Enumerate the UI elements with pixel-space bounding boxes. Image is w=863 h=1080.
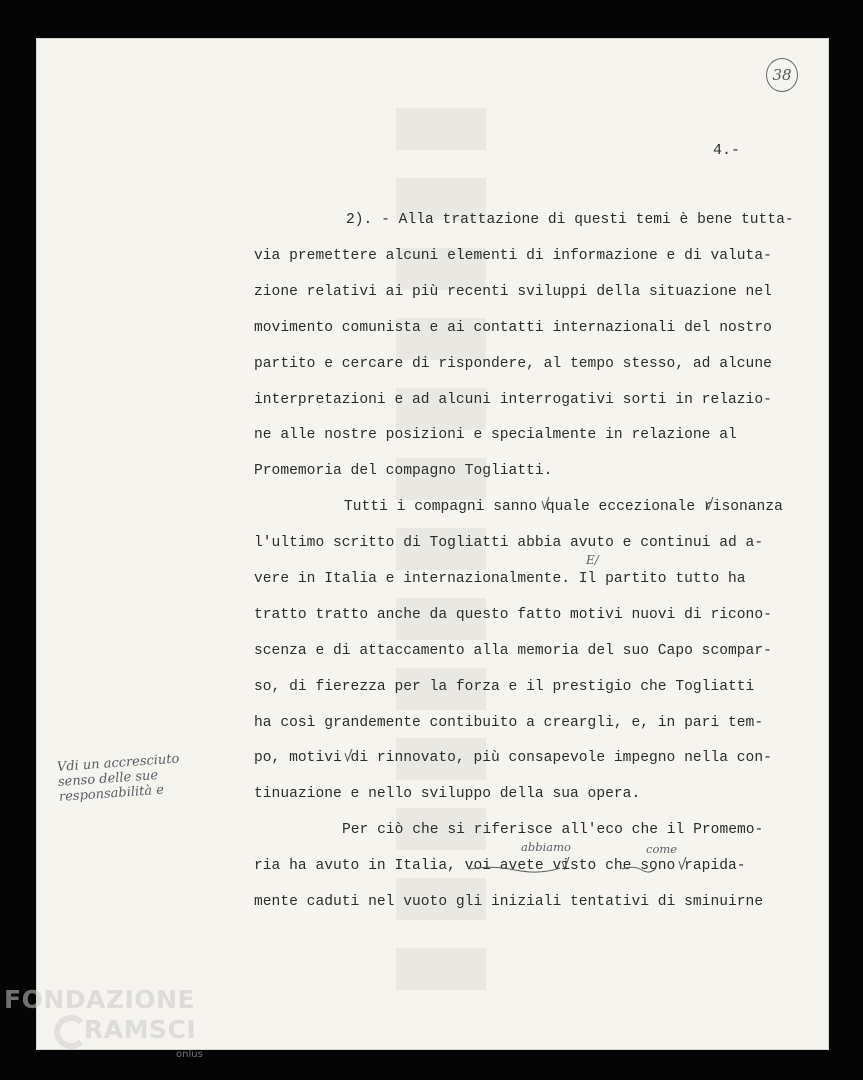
handwritten-e-insert: E/ [586,553,599,567]
text-line-20: mente caduti nel vuoto gli iniziali tentativi di sminuirne [254,894,764,910]
handwritten-abbiamo: abbiamo [521,840,571,854]
text-line-11: vere in Italia e internazionalmente. Il partito tutto ha [254,571,746,587]
text-line-12: tratto tratto anche da questo fatto motivi nuovi di ricono- [254,607,772,623]
insertion-tick-icon [561,856,570,870]
page-number: 4.- [713,142,741,159]
text-line-13: scenza e di attaccamento alla memoria del suo Capo scompar- [254,643,772,659]
handwritten-come: come [646,842,678,856]
text-line-8: Promemoria del compagno Togliatti. [254,463,553,479]
insertion-tick-icon [678,856,687,870]
archive-number-stamp: 38 [766,58,798,92]
logo-subtext: onlus [176,1049,203,1060]
logo-text: FONDAZIONE [4,985,196,1014]
text-line-7: ne alle nostre posizioni e specialmente in relazione al [254,427,737,443]
insertion-tick-icon [541,496,550,510]
text-line-2: via premettere alcuni elementi di informazione e di valuta- [254,248,772,264]
insertion-tick-icon [705,496,714,510]
text-line-19: ria ha avuto in Italia, voi avete visto che sono rapida- [254,858,746,874]
text-line-9: Tutti i compagni sanno quale eccezionale risonanza [344,499,783,515]
strikethrough-mark [470,863,560,875]
fondazione-gramsci-logo [4,985,224,1065]
text-line-15: ha così grandemente contibuito a creargli, e, in pari tem- [254,715,764,731]
text-line-1: 2). - Alla trattazione di questi temi è bene tutta- [346,212,794,228]
text-line-5: partito e cercare di rispondere, al tempo stesso, ad alcune [254,356,772,372]
logo-g-mark-icon [54,1015,88,1049]
text-line-18: Per ciò che si riferisce all'eco che il Promemo- [342,822,764,838]
text-line-14: so, di fierezza per la forza e il prestigio che Togliatti [254,679,755,695]
text-line-16: po, motivi di rinnovato, più consapevole impegno nella con- [254,750,772,766]
text-line-17: tinuazione e nello sviluppo della sua opera. [254,786,641,802]
text-line-6: interpretazioni e ad alcuni interrogativi sorti in relazio- [254,392,772,408]
text-line-3: zione relativi ai più recenti sviluppi della situazione nel [254,284,772,300]
text-line-4: movimento comunista e ai contatti internazionali del nostro [254,320,772,336]
strikethrough-mark [622,863,656,875]
text-line-10: l'ultimo scritto di Togliatti abbia avuto e continui ad a- [254,535,764,551]
logo-text: RAMSCI [84,1015,197,1044]
handwritten-margin-note: Vdi un accresciuto senso delle sue responsabilità e [56,751,180,805]
insertion-tick-icon [344,748,353,762]
